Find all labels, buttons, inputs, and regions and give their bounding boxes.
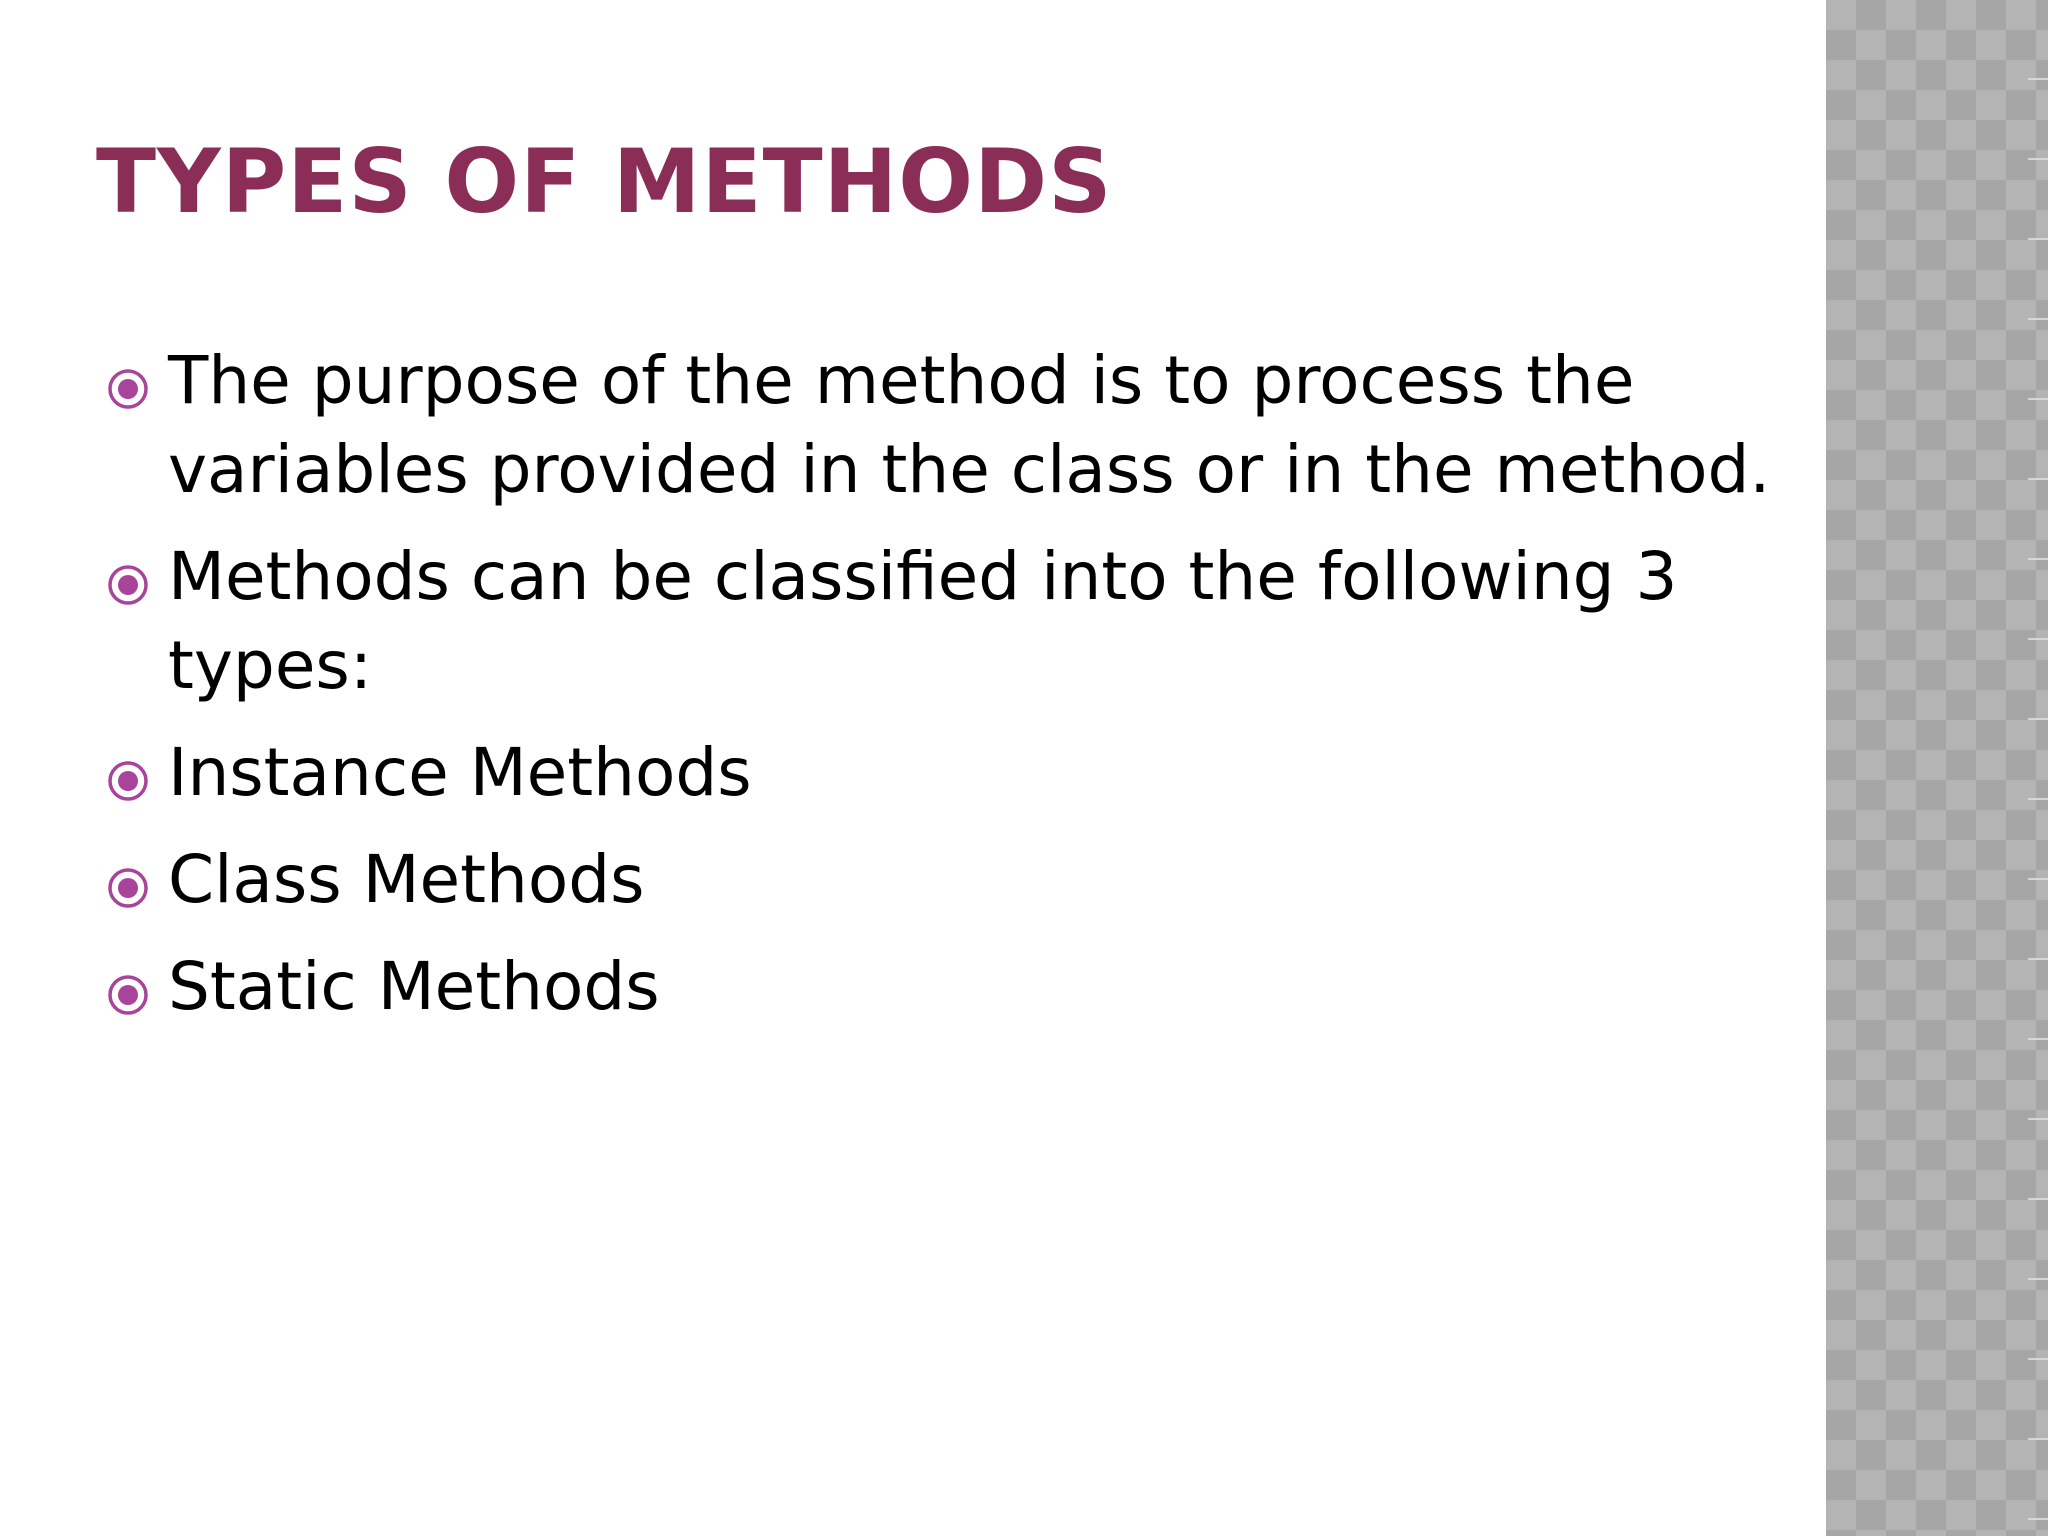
decorative-side-panel [1826,0,2048,1536]
bullet-item [106,835,1806,924]
bullet-item [106,336,1806,514]
bullet-text: Static Methods [168,948,660,1025]
bullet-text: The purpose of the method is to process the variables provided in the class or in the method. [168,342,1771,508]
bullet-list [106,336,1806,1049]
bullet-text: Methods can be classified into the following 3 types: [168,538,1678,704]
bullet-text: Class Methods [168,841,645,918]
circle-dot-bullet-icon [106,866,150,910]
bullet-item [106,942,1806,1031]
circle-dot-bullet-icon [106,973,150,1017]
slide-title: TYPES OF METHODS [96,130,1113,233]
bullet-item [106,728,1806,817]
bullet-item [106,532,1806,710]
bullet-text: Instance Methods [168,734,752,811]
side-panel-tick-marks [2028,0,2048,1536]
circle-dot-bullet-icon [106,563,150,607]
circle-dot-bullet-icon [106,759,150,803]
circle-dot-bullet-icon [106,367,150,411]
